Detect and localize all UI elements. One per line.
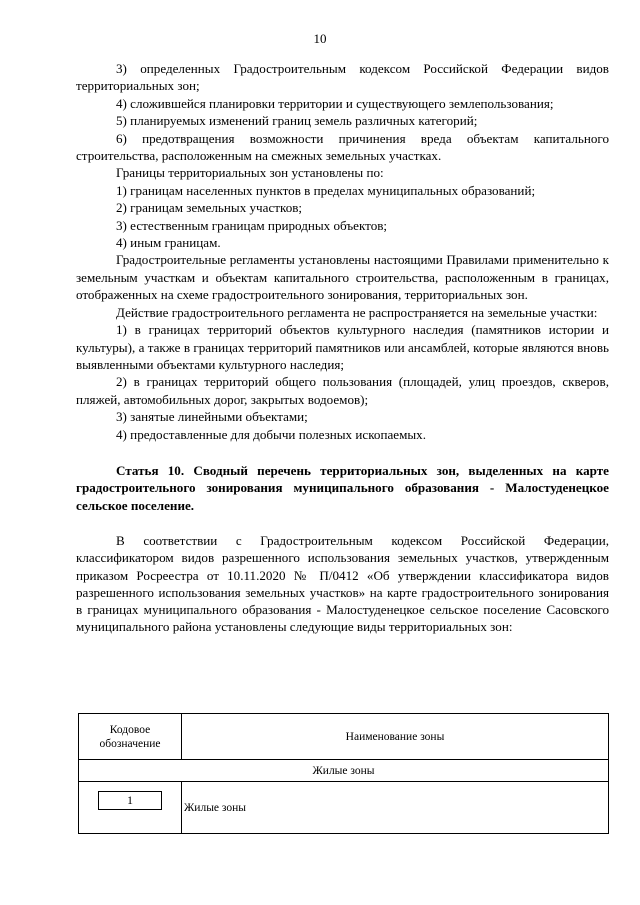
paragraph-border-3: 3) естественным границам природных объектов; <box>116 217 388 233</box>
paragraph-exclusion-1: 1) в границах территорий объектов культурного наследия (памятников истории и культуры), а также в границах территорий памятников или ансамблей, которые являются вновь выявленными объектами культурного наследия; <box>76 322 609 372</box>
article-heading: Статья 10. Сводный перечень территориальных зон, выделенных на карте градостроительного зонирования муниципального образования - Малостуденецкое сельское поселение. <box>76 462 609 513</box>
table-header-row <box>79 714 609 760</box>
group-title: Жилые зоны <box>79 760 609 782</box>
paragraph-borders-intro: Границы территориальных зон установлены по: <box>116 165 384 181</box>
header-name: Наименование зоны <box>182 714 609 760</box>
zones-table <box>78 713 609 834</box>
paragraph-border-4: 4) иным границам. <box>116 235 221 251</box>
paragraph-exclusion-2: 2) в границах территорий общего пользования (площадей, улиц проездов, скверов, пляжей, автомобильных дорог, закрытых водоемов); <box>76 374 609 407</box>
document-body <box>76 60 609 635</box>
header-code: Кодовое обозначение <box>79 714 182 760</box>
paragraph-regulations: Градостроительные регламенты установлены настоящими Правилами применительно к земельным участкам и объектам капитального строительства, расположенным в границах, отображенных на схеме градостроительного зонирования, территориальных зон. <box>76 252 609 303</box>
paragraph-border-1: 1) границам населенных пунктов в пределах муниципальных образований; <box>116 182 536 198</box>
paragraph-border-2: 2) границам земельных участков; <box>116 200 303 216</box>
paragraph-exclusion-4: 4) предоставленные для добычи полезных ископаемых. <box>116 426 426 442</box>
paragraph-item-3: 3) определенных Градостроительным кодексом Российской Федерации видов территориальных зон; <box>76 61 609 94</box>
paragraph-item-5: 5) планируемых изменений границ земель различных категорий; <box>116 113 478 129</box>
paragraph-item-6: 6) предотвращения возможности причинения вреда объектам капитального строительства, расположенным на смежных земельных участках. <box>76 130 609 164</box>
table-group-row <box>79 760 609 782</box>
intro-paragraph: В соответствии с Градостроительным кодексом Российской Федерации, классификатором видов разрешенного использования земельных участков, утвержденным приказом Росреестра от 10.11.2020 № П/0412 «Об утверждении классификатора видов разрешенного использования земельных участков» на карте градостроительного зонирования в границах муниципального образования - Малостуденецкое сельское поселение Сасовского муниципального района установлены следующие виды территориальных зон: <box>76 533 609 635</box>
paragraph-item-4: 4) сложившейся планировки территории и существующего землепользования; <box>116 95 554 111</box>
zone-code-cell <box>79 782 182 834</box>
zone-code-box: 1 <box>98 791 162 810</box>
paragraph-exclusion-3: 3) занятые линейными объектами; <box>116 409 308 425</box>
zone-name-cell: Жилые зоны <box>182 782 609 834</box>
paragraph-exclusions-intro: Действие градостроительного регламента не распространяется на земельные участки: <box>116 304 598 320</box>
page-number: 10 <box>313 31 327 46</box>
table-row <box>79 782 609 834</box>
